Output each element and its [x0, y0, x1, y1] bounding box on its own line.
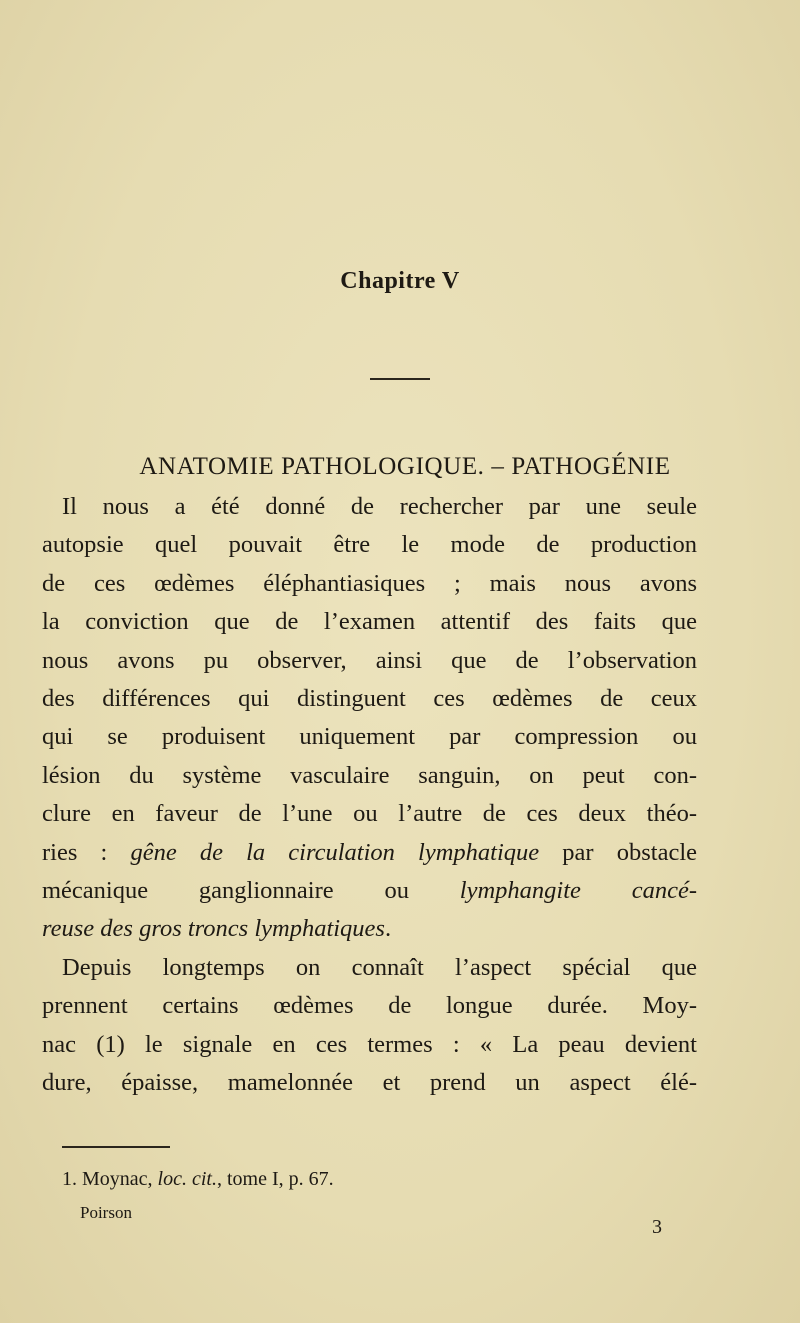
section-heading: ANATOMIE PATHOLOGIQUE. – PATHOGÉNIE — [139, 453, 671, 480]
italic-text: lymphangite cancé- — [459, 877, 697, 904]
text-segment: Depuis longtemps on connaît l’aspect spécial que — [62, 953, 697, 981]
footnote-rest: , tome I, p. 67. — [216, 1168, 334, 1190]
text-segment: ries : — [42, 838, 131, 866]
text-segment: qui se produisent uniquement par compression ou — [42, 723, 697, 751]
footnote-ref: loc. cit. — [157, 1168, 217, 1190]
italic-text: gêne de la circulation lymphatique — [130, 838, 540, 866]
footnote-author: Moynac, — [82, 1168, 153, 1190]
text-segment: lésion du système vasculaire sanguin, on peut con- — [42, 761, 697, 789]
footnote-number: 1. — [62, 1168, 77, 1190]
footnote — [62, 1167, 334, 1191]
text-line — [42, 761, 697, 791]
text-line — [42, 876, 697, 906]
footnote-divider — [62, 1146, 170, 1148]
text-segment: mécanique ganglionnaire ou — [42, 877, 460, 904]
text-line — [42, 914, 697, 944]
text-line — [42, 530, 697, 560]
text-line — [42, 1030, 697, 1060]
text-segment: autopsie quel pouvait être le mode de production — [42, 531, 697, 559]
italic-text: reuse des gros troncs lymphatiques — [42, 915, 385, 943]
text-segment: Il nous a été donné de rechercher par une seule — [62, 493, 697, 520]
text-segment: de ces œdèmes éléphantiasiques ; mais nous avons — [42, 569, 697, 597]
text-line — [42, 684, 697, 714]
text-line — [42, 569, 697, 599]
text-line — [42, 722, 697, 752]
text-line — [42, 1068, 697, 1098]
text-segment: nous avons pu observer, ainsi que de l’observation — [42, 646, 697, 674]
signature-mark: Poirson — [80, 1203, 132, 1222]
text-segment: la conviction que de l’examen attentif des faits que — [42, 608, 697, 636]
text-segment: clure en faveur de l’une ou l’autre de ces deux théo- — [42, 800, 697, 828]
text-segment: prennent certains œdèmes de longue durée. Moy- — [42, 992, 697, 1020]
text-line — [42, 991, 697, 1021]
text-line — [62, 492, 697, 522]
text-segment: dure, épaisse, mamelonnée et prend un aspect élé- — [42, 1069, 697, 1096]
text-segment: des différences qui distinguent ces œdèmes de ceux — [42, 685, 697, 712]
text-line — [62, 953, 697, 983]
text-segment: . — [384, 915, 392, 943]
text-segment: nac (1) le signale en ces termes : « La peau devient — [42, 1030, 697, 1058]
text-line — [42, 646, 697, 676]
chapter-title: Chapitre V — [340, 268, 460, 294]
page-number: 3 — [652, 1216, 662, 1238]
divider — [370, 378, 430, 380]
text-line — [42, 607, 697, 637]
text-line — [42, 799, 697, 829]
text-line — [42, 838, 697, 868]
text-segment: par obstacle — [539, 838, 697, 866]
